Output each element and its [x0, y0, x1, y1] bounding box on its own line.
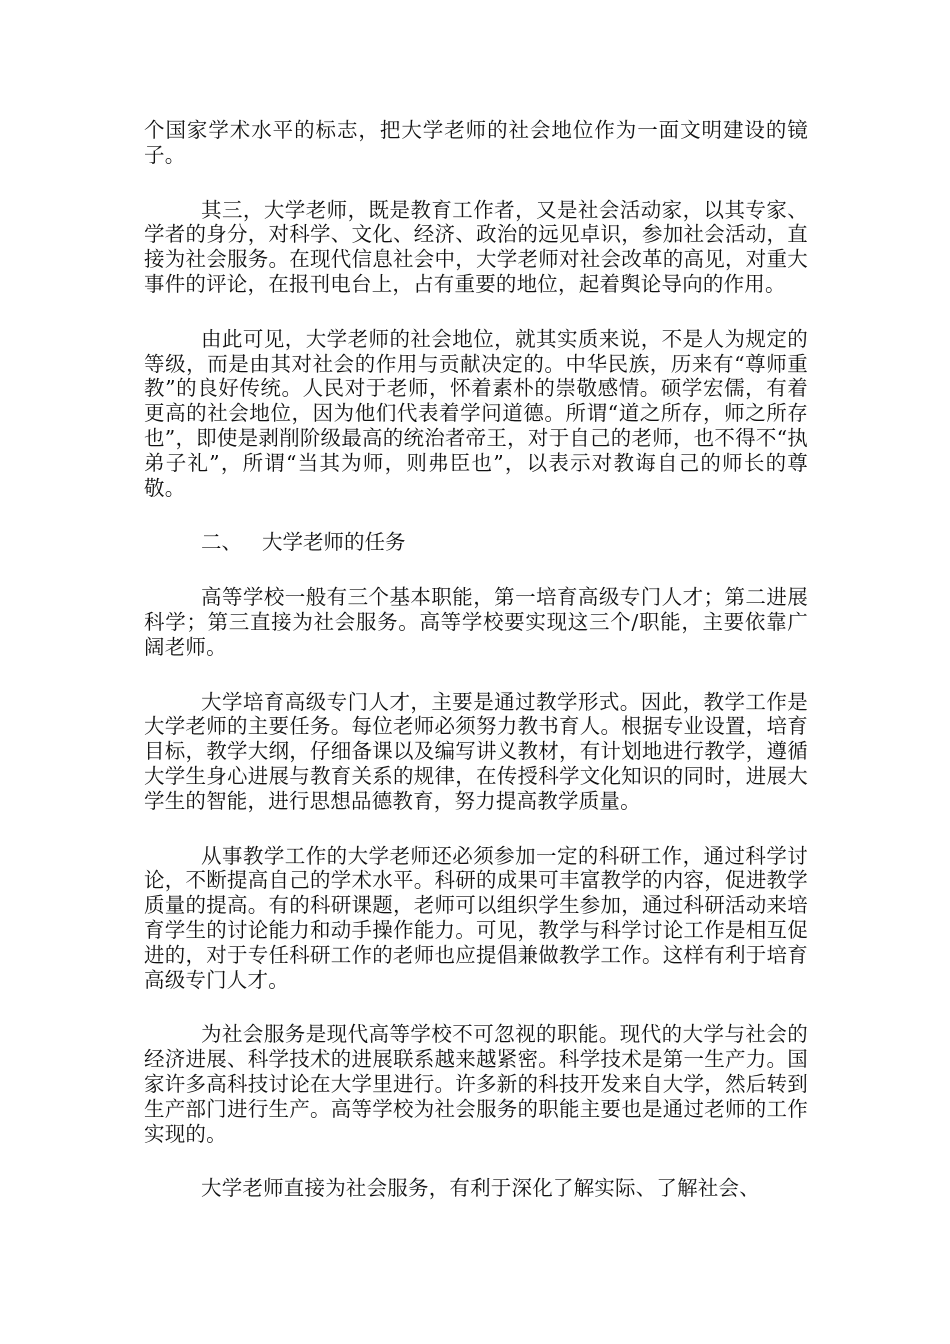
- paragraph-social-service: 为社会服务是现代高等学校不可忽视的职能。现代的大学与社会的经济进展、科学技术的进展联系越来越紧密。科学技术是第一生产力。国家许多高科技讨论在大学里进行。许多新的科技开发来自大学，然后转到生产部门进行生产。高等学校为社会服务的职能主要也是通过老师的工作实现的。: [144, 1022, 808, 1146]
- section-title: 大学老师的任务: [262, 530, 406, 555]
- section-heading: [144, 530, 808, 555]
- paragraph-continuation: 个国家学术水平的标志，把大学老师的社会地位作为一面文明建设的镜子。: [144, 118, 808, 167]
- paragraph-third-point: 其三，大学老师，既是教育工作者，又是社会活动家，以其专家、学者的身分，对科学、文化、经济、政治的远见卓识，参加社会活动，直接为社会服务。在现代信息社会中，大学老师对社会改革的高见，对重大事件的评论，在报刊电台上，占有重要的地位，起着舆论导向的作用。: [144, 197, 808, 296]
- paragraph-direct-service: 大学老师直接为社会服务，有利于深化了解实际、了解社会、: [201, 1176, 760, 1201]
- document-page: [144, 118, 808, 1231]
- section-number: 二、: [201, 530, 242, 555]
- paragraph-research: 从事教学工作的大学老师还必须参加一定的科研工作，通过科学讨论，不断提高自己的学术水平。科研的成果可丰富教学的内容，促进教学质量的提高。有的科研课题，老师可以组织学生参加，通过科研活动来培育学生的讨论能力和动手操作能力。可见，教学与科学讨论工作是相互促进的，对于专任科研工作的老师也应提倡兼做教学工作。这样有利于培育高级专门人才。: [144, 843, 808, 992]
- paragraph-conclusion-status: 由此可见，大学老师的社会地位，就其实质来说，不是人为规定的等级，而是由其对社会的作用与贡献决定的。中华民族，历来有“尊师重教”的良好传统。人民对于老师，怀着素朴的崇敬感情。硕学宏儒，有着更高的社会地位，因为他们代表着学问道德。所谓“道之所存，师之所存也”，即使是剥削阶级最高的统治者帝王，对于自己的老师，也不得不“执弟子礼”，所谓“当其为师，则弗臣也”，以表示对教诲自己的师长的尊敬。: [144, 326, 808, 500]
- paragraph-three-functions: 高等学校一般有三个基本职能，第一培育高级专门人才；第二进展科学；第三直接为社会服务。高等学校要实现这三个/职能，主要依靠广阔老师。: [144, 585, 808, 659]
- paragraph-teaching: 大学培育高级专门人才，主要是通过教学形式。因此，教学工作是大学老师的主要任务。每位老师必须努力教书育人。根据专业设置，培育目标，教学大纲，仔细备课以及编写讲义教材，有计划地进行教学，遵循大学生身心进展与教育关系的规律，在传授科学文化知识的同时，进展大学生的智能，进行思想品德教育，努力提高教学质量。: [144, 689, 808, 813]
